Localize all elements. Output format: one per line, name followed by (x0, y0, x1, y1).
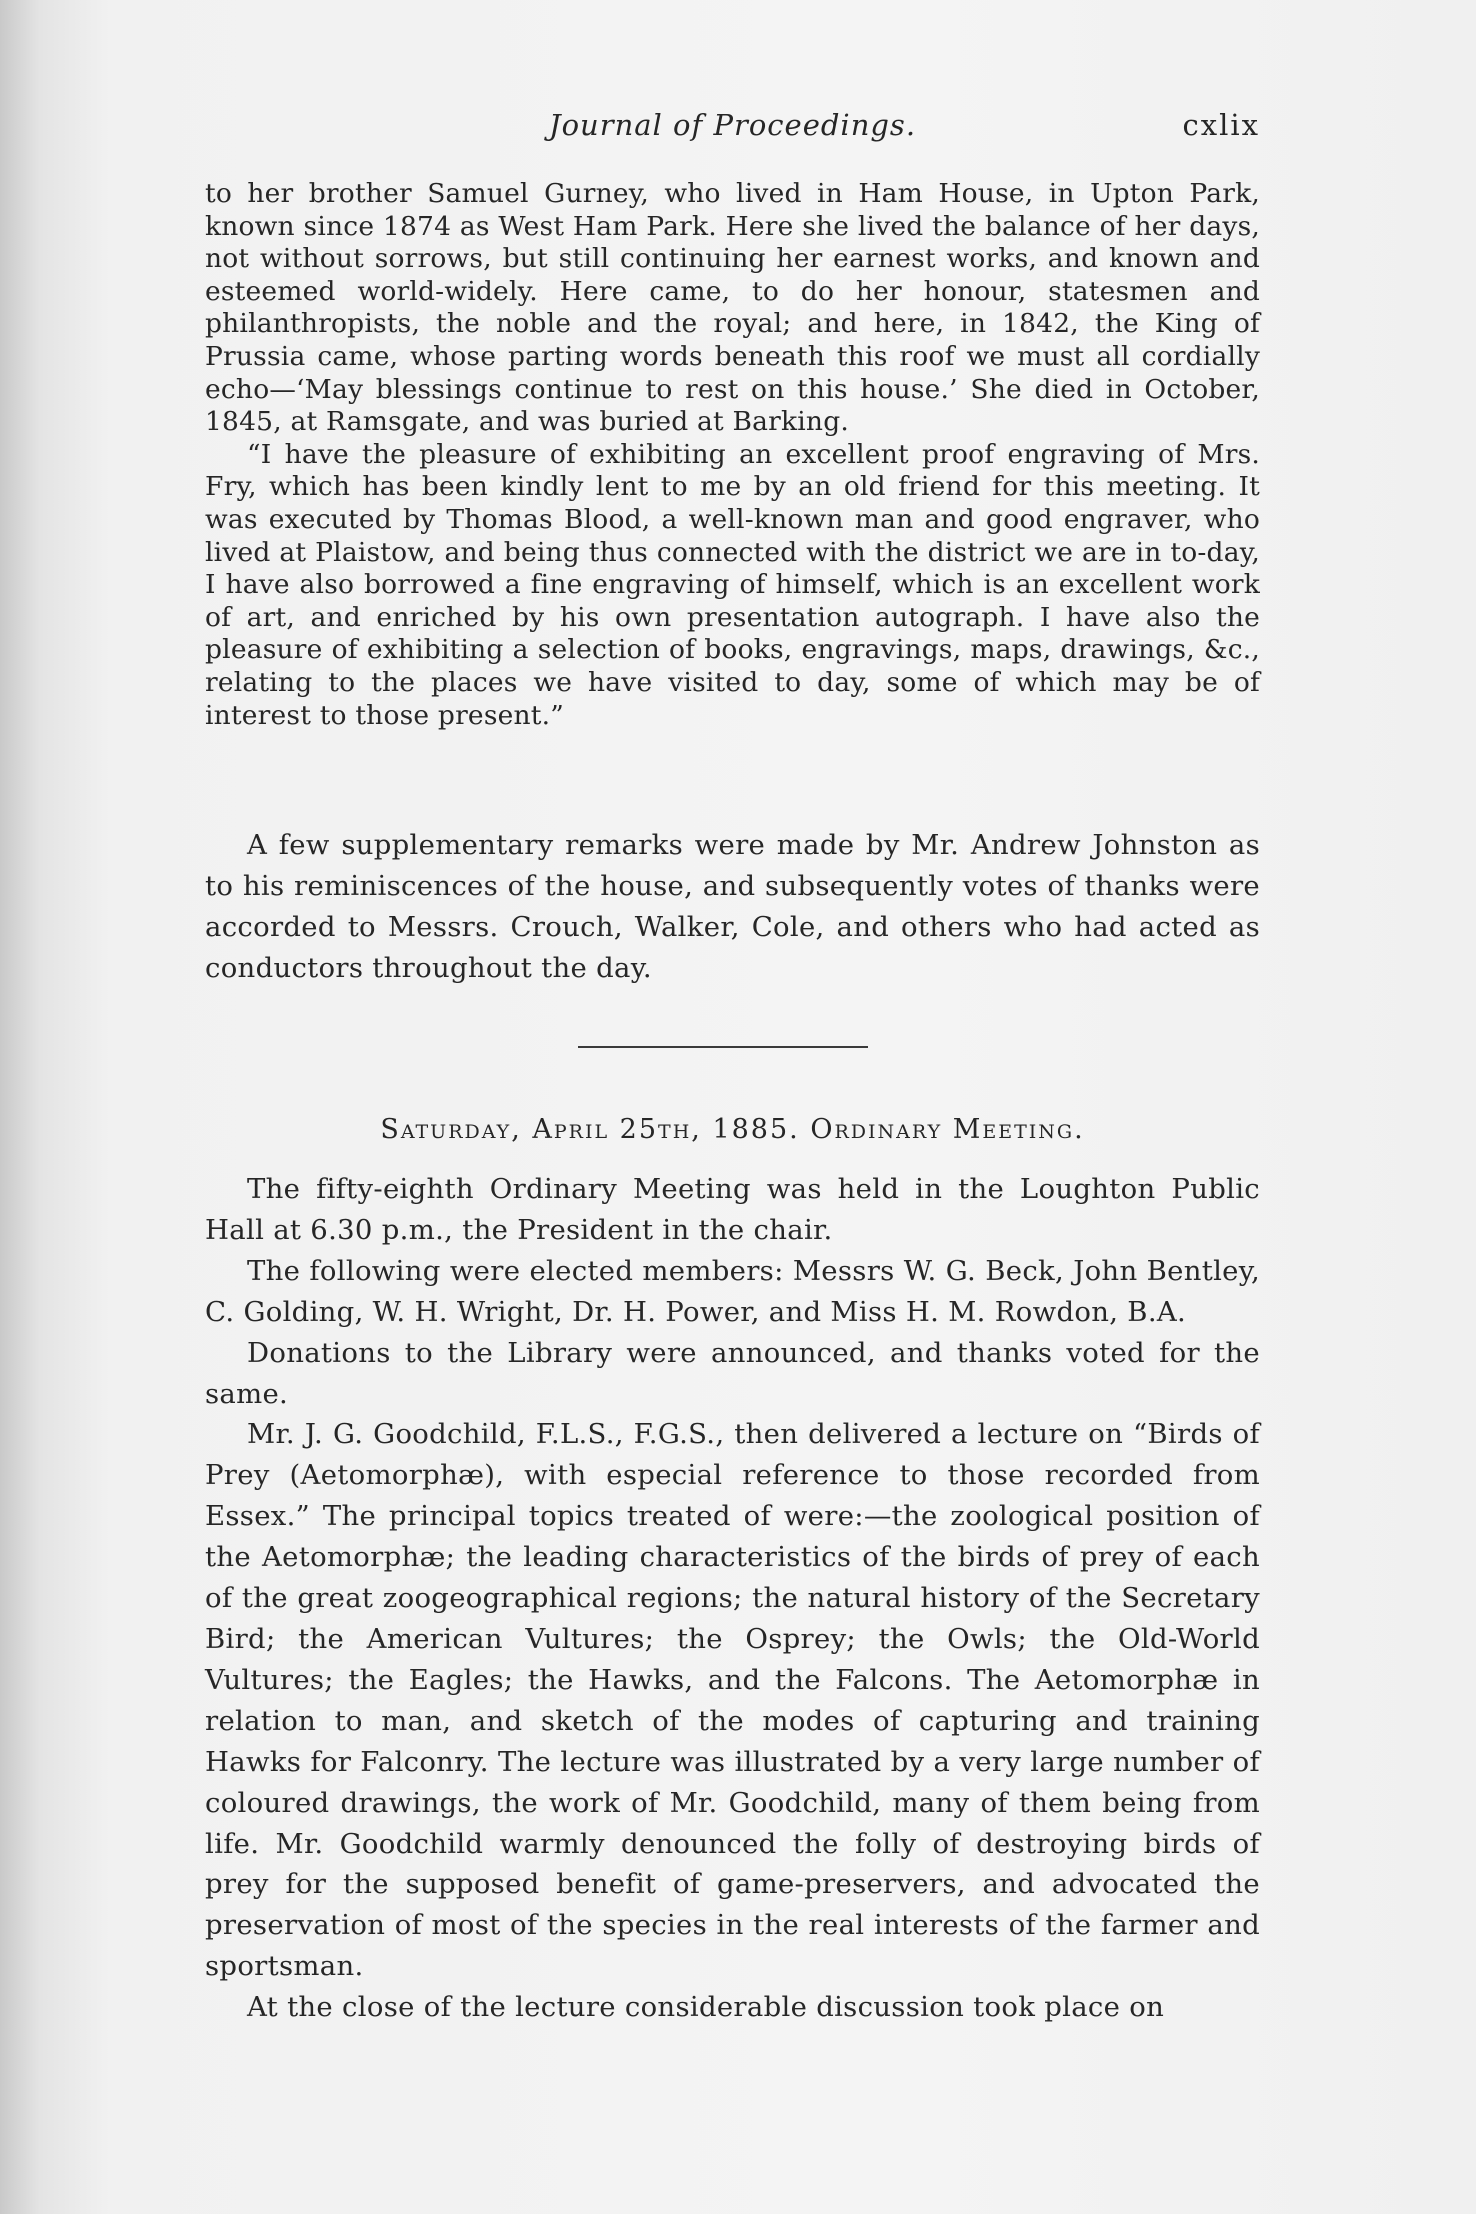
meeting-heading: Saturday, April 25th, 1885. Ordinary Meeting. (380, 1114, 1085, 1145)
body-paragraph: Donations to the Library were announced, and thanks voted for the same. (205, 1336, 1260, 1410)
running-title: Journal of Proceedings. (548, 108, 917, 142)
body-paragraph: The following were elected members: Messrs W. G. Beck, John Bentley, C. Golding, W. H. Wright, Dr. H. Power, and Miss H. M. Rowdon, B.A. (205, 1254, 1260, 1328)
supplementary-remarks-block (205, 825, 1260, 989)
continued-text-block (205, 178, 1260, 732)
body-paragraph: Mr. J. G. Goodchild, F.L.S., F.G.S., then delivered a lecture on “Birds of Prey (Aetomorphæ), with especial reference to those recorded from Essex.” The principal topics treated of were:—the zoological position of the Aetomorphæ; the leading characteristics of the birds of prey of each of the great zoogeographical regions; the natural history of the Secretary Bird; the American Vultures; the Osprey; the Owls; the Old-World Vultures; the Eagles; the Hawks, and the Falcons. The Aetomorphæ in relation to man, and sketch of the modes of capturing and training Hawks for Falconry. The lecture was illustrated by a very large number of coloured drawings, the work of Mr. Goodchild, many of them being from life. Mr. Goodchild warmly denounced the folly of destroying birds of prey for the supposed benefit of game-preservers, and advocated the preservation of most of the species in the real interests of the farmer and sportsman. (205, 1418, 1260, 1983)
page-number: cxlix (1182, 108, 1260, 142)
page-header (205, 108, 1260, 152)
body-paragraph: The fifty-eighth Ordinary Meeting was held in the Loughton Public Hall at 6.30 p.m., the President in the chair. (205, 1173, 1260, 1246)
meeting-text-block (205, 1169, 1260, 2028)
section-divider (578, 1046, 868, 1048)
body-paragraph: A few supplementary remarks were made by Mr. Andrew Johnston as to his reminiscences of the house, and subsequently votes of thanks were accorded to Messrs. Crouch, Walker, Cole, and others who had acted as conductors throughout the day. (205, 829, 1260, 984)
body-paragraph: “I have the pleasure of exhibiting an excellent proof engraving of Mrs. Fry, which has been kindly lent to me by an old friend for this meeting. It was executed by Thomas Blood, a well-known man and good engraver, who lived at Plaistow, and being thus connected with the district we are in to-day, I have also borrowed a fine engraving of himself, which is an excellent work of art, and enriched by his own presentation autograph. I have also the pleasure of exhibiting a selection of books, engravings, maps, drawings, &c., relating to the places we have visited to day, some of which may be of interest to those present.” (205, 438, 1260, 731)
body-paragraph: At the close of the lecture considerable discussion took place on (247, 1991, 1165, 2024)
body-paragraph: to her brother Samuel Gurney, who lived in Ham House, in Upton Park, known since 1874 as West Ham Park. Here she lived the balance of her days, not without sorrows, but still continuing her earnest works, and known and esteemed world-widely. Here came, to do her honour, statesmen and philanthropists, the noble and the royal; and here, in 1842, the King of Prussia came, whose parting words beneath this roof we must all cordially echo—‘May blessings continue to rest on this house.’ She died in October, 1845, at Ramsgate, and was buried at Barking. (205, 178, 1260, 438)
